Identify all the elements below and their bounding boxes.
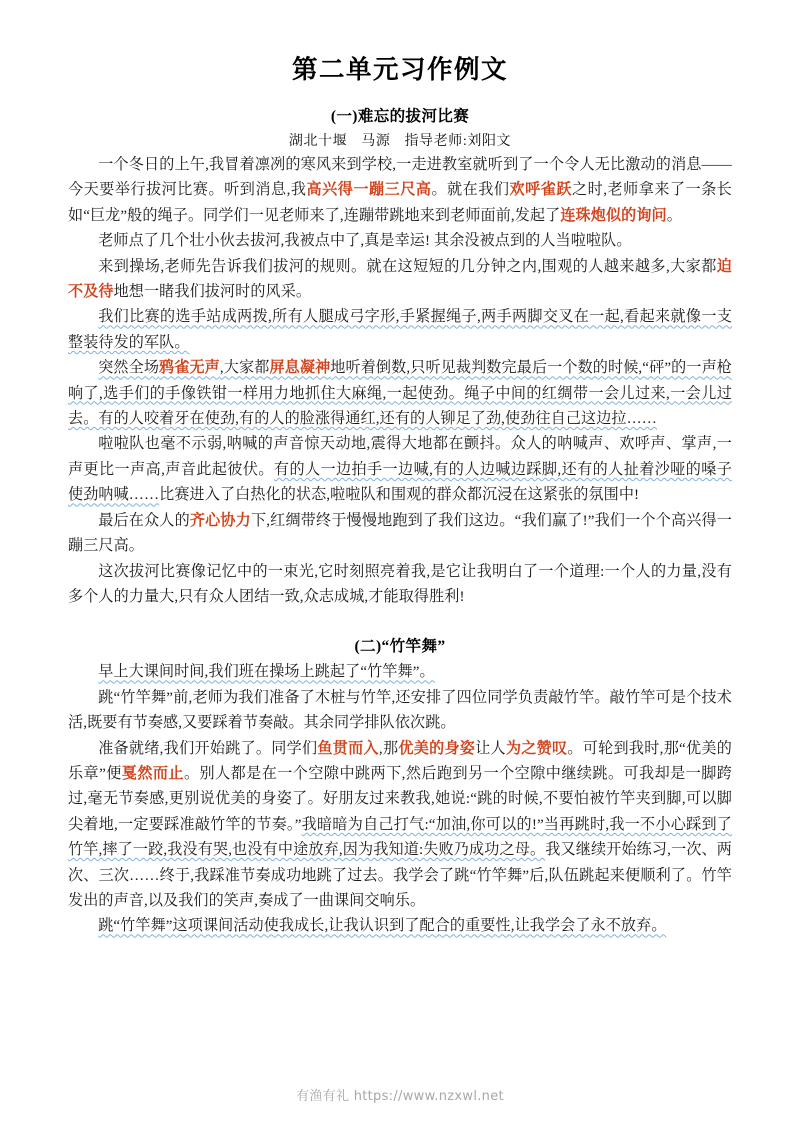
article-1-body [68, 153, 732, 610]
body-text: 。 [666, 207, 682, 224]
watermark: 有渔有礼 https://www.nzxwl.net [296, 1089, 504, 1104]
body-text: 让人 [475, 740, 506, 757]
article-2-body [68, 660, 732, 939]
article-1-title: (一)难忘的拔河比赛 [330, 108, 470, 125]
paragraph [68, 737, 732, 915]
body-text: 地想一睹我们拔河时的风采。 [113, 284, 312, 301]
body-text: 准备就绪,我们开始跳了。同学们 [98, 740, 318, 757]
body-text: 最后在众人的 [98, 512, 190, 529]
wavy-underlined-text: 跳“竹竿舞”这项课间活动使我成长,让我认识到了配合的重要性,让我学会了永不放弃。 [98, 918, 667, 935]
byline-teacher: 指导老师:刘阳文 [404, 134, 512, 149]
body-text: 之时,老师拿来了一条长如“巨龙”般的绳子。同学们一见老师来了,连蹦带跳地来到老师面前,发起了 [68, 182, 733, 224]
emphasis-red-text: 为之赞叹 [505, 740, 568, 757]
emphasis-red-text: 高兴得一蹦三尺高 [306, 182, 432, 199]
body-text: 一个冬日的上午,我冒着凛冽的寒风来到学校,一走进教室就听到了一个令人无比激动的消息——今天要举行拔河比赛。听到消息,我 [68, 157, 732, 199]
body-text: 比赛进入了白热化的状态,啦啦队和围观的群众都沉浸在这紧张的氛围中! [159, 487, 640, 504]
paragraph [68, 914, 732, 939]
wavy-underlined-text: 我们比赛的选手站成两拨,所有人腿成弓字形,手紧握绳子,两手两脚交叉在一起,看起来就像一支整装待发的军队。 [68, 309, 732, 351]
body-text: 。就在我们 [431, 182, 510, 199]
article-1 [68, 104, 732, 610]
body-text: 。可轮到我时,那“优美的乐章”便 [68, 740, 732, 782]
page-title: 第二单元习作例文 [291, 55, 508, 84]
paragraph [68, 686, 732, 737]
paragraph [68, 560, 732, 611]
paragraph [68, 432, 732, 508]
body-text: 老师点了几个壮小伙去拔河,我被点中了,真是幸运! 其余没被点到的人当啦啦队。 [98, 233, 632, 250]
body-text: 我又继续开始练习,一次、两次、三次……终于,我踩准节奏成功地跳了过去。我学会了跳“竹竿舞”后,队伍跳起来便顺利了。竹竿发出的声音,以及我们的笑声,奏成了一曲课间交响乐。 [68, 842, 732, 909]
body-text: 啦啦队也毫不示弱,呐喊的声音惊天动地,震得大地都在颤抖。众人的呐喊声、欢呼声、掌声,一声更比一声高,声音此起彼伏。 [68, 436, 732, 478]
wavy-underlined-text: ,大家都 [219, 360, 270, 377]
paragraph [68, 356, 732, 432]
wavy-underlined-text: 地听着倒数,只听见裁判数完最后一个数的时候,“砰”的一声枪响了,选手们的手像铁钳一样用力地抓住大麻绳,一起使劲。绳子中间的红绸带一会儿过来,一会儿过去。有的人咬着牙在使劲,有的人的脸涨得通红,还有的人铆足了劲,使劲往自己这边拉…… [68, 360, 732, 428]
paragraph [68, 229, 732, 254]
emphasis-red-text: 戛然而止 [121, 765, 184, 782]
emphasis-red-text: 迫不及待 [68, 258, 732, 301]
paragraph [68, 305, 732, 356]
byline-author: 马源 [361, 134, 391, 149]
body-text: 来到操场,老师先告诉我们拔河的规则。就在这短短的几分钟之内,围观的人越来越多,大家都 [98, 258, 717, 275]
body-text: 下,红绸带终于慢慢地跑到了我们这边。“我们赢了!”我们一个个高兴得一蹦三尺高。 [68, 512, 732, 555]
emphasis-red-wavy-text: 鸦雀无声 [159, 360, 220, 377]
wavy-underlined-text: 我暗暗为自己打气:“加油,你可以的!”当再跳时,我一不小心踩到了竹竿,摔了一跤,我没有哭,也没有中途放弃,因为我知道:失败乃成功之母。 [68, 816, 733, 859]
byline-region: 湖北十堰 [288, 134, 348, 149]
emphasis-red-text: 鱼贯而入 [317, 740, 379, 757]
body-text: ,那 [378, 740, 399, 757]
wavy-underlined-text: 有的人一边拍手一边喊,有的人边喊边踩脚,还有的人扯着沙哑的嗓子使劲呐喊…… [68, 461, 732, 504]
paragraph [68, 255, 732, 306]
wavy-underlined-text: 早上大课间时间,我们班在操场上跳起了“竹竿舞”。 [98, 664, 435, 681]
body-text: 。别人都是在一个空隙中跳两下,然后跑到另一个空隙中继续跳。可我却是一脚跨过,毫无节奏感,更别说优美的身姿了。好朋友过来教我,她说:“跳的时候,不要怕被竹竿夹到脚,可以脚尖着地,一定要踩准敲竹竿的节奏。” [68, 765, 732, 833]
emphasis-red-wavy-text: 屏息凝神 [269, 360, 331, 377]
emphasis-red-text: 欢呼雀跃 [509, 182, 572, 199]
wavy-underlined-text: 突然全场 [98, 360, 160, 377]
emphasis-red-text: 齐心协力 [189, 512, 251, 529]
article-2 [68, 610, 732, 939]
body-text: 跳“竹竿舞”前,老师为我们准备了木桩与竹竿,还安排了四位同学负责敲竹竿。敲竹竿可是个技术活,既要有节奏感,又要踩着节奏敲。其余同学排队依次跳。 [68, 689, 732, 732]
paragraph [68, 509, 732, 560]
article-1-byline [68, 130, 732, 150]
emphasis-red-text: 优美的身姿 [398, 740, 476, 757]
body-text: 这次拔河比赛像记忆中的一束光,它时刻照亮着我,是它让我明白了一个道理:一个人的力量,没有多个人的力量大,只有众人团结一致,众志成城,才能取得胜利! [68, 563, 732, 605]
paragraph [68, 153, 732, 229]
article-2-title: (二)“竹竿舞” [354, 638, 446, 656]
paragraph [68, 660, 732, 685]
emphasis-red-text: 连珠炮似的询问 [560, 207, 667, 224]
